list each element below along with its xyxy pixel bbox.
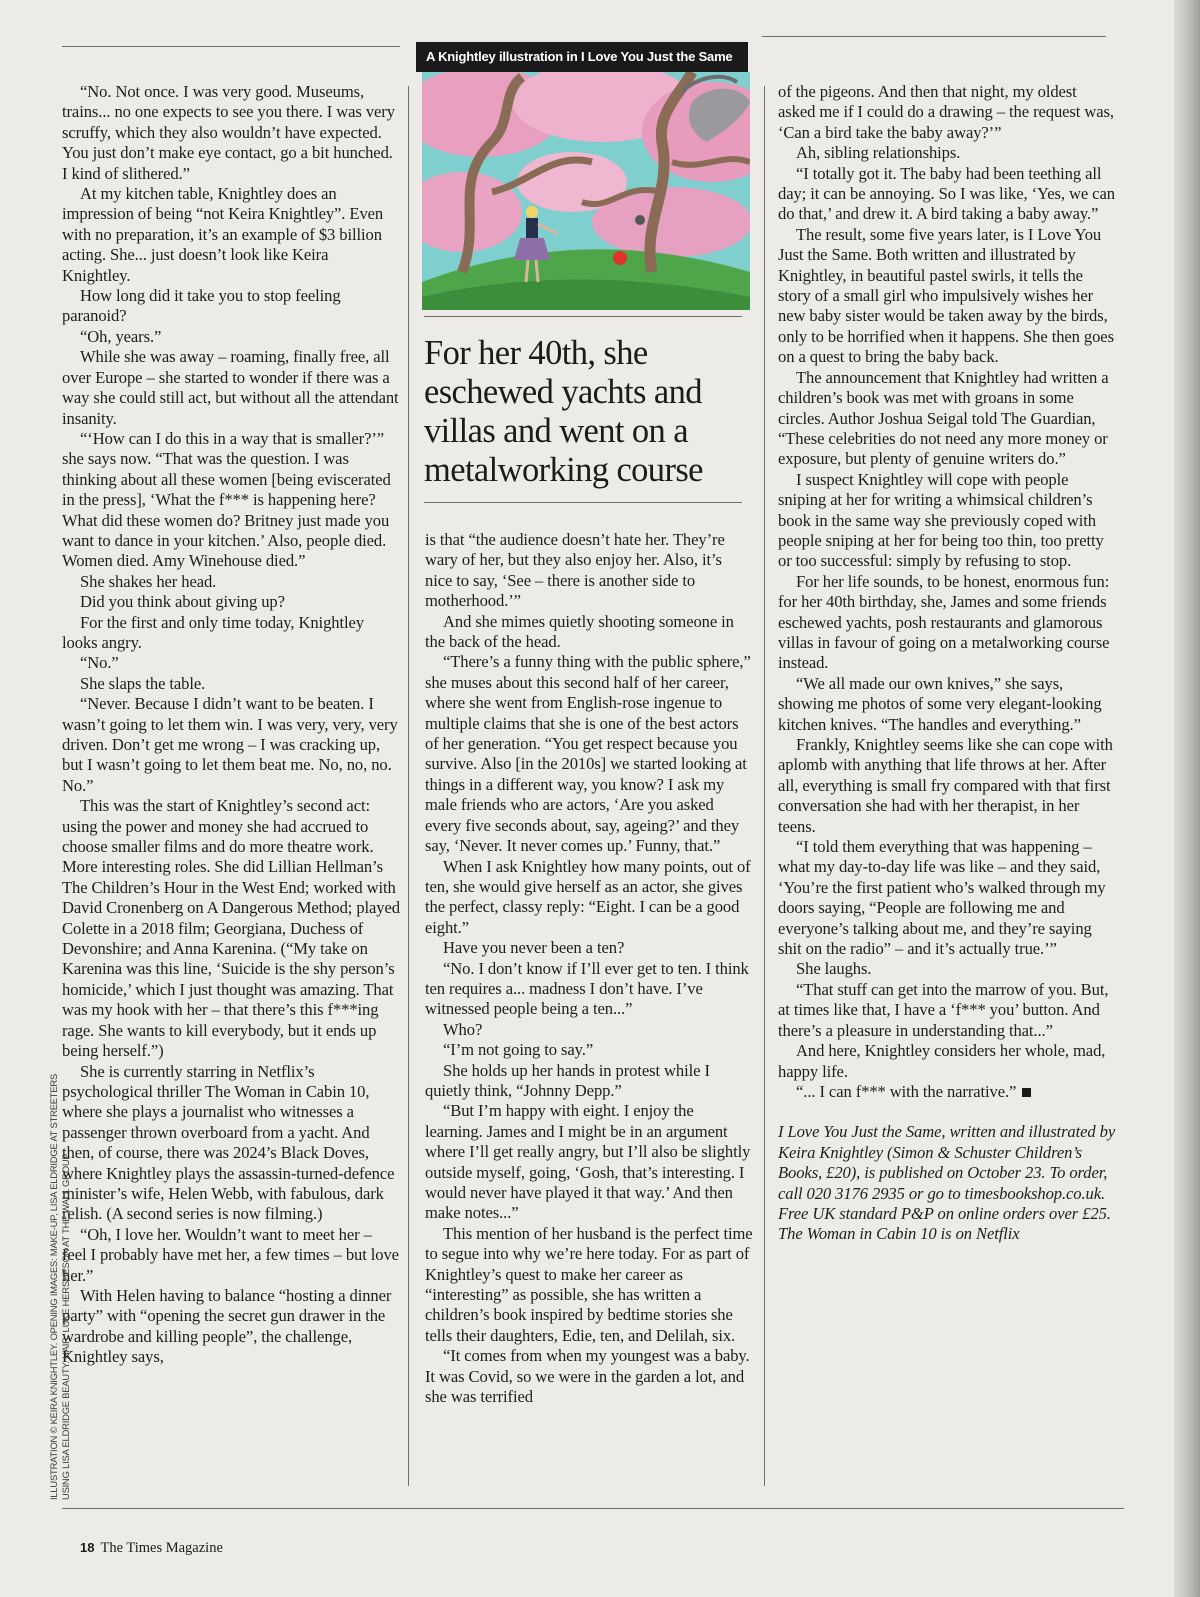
article-column-3 — [778, 82, 1116, 1245]
paragraph: With Helen having to balance “hosting a dinner party” with “opening the secret gun drawer in the wardrobe and killing people”, the challenge, Knightley says, — [62, 1285, 392, 1367]
paragraph: Have you never been a ten? — [443, 938, 625, 958]
paragraph: Who? — [443, 1019, 483, 1039]
paragraph: When I ask Knightley how many points, out of ten, she would give herself as an actor, she gives the perfect, classy reply: “Eight. I can be a good eight.” — [425, 856, 751, 937]
column-divider-left — [408, 86, 409, 1486]
top-rule-left — [62, 46, 400, 47]
paragraph: “I totally got it. The baby had been teething all day; it can be annoying. So I was like, ‘Yes, we can do that,’ and drew it. A bird taking a baby away.” — [778, 163, 1115, 224]
illustration-caption: A Knightley illustration in I Love You Just the Same — [416, 42, 748, 72]
paragraph: She slaps the table. — [80, 673, 206, 693]
paragraph: of the pigeons. And then that night, my oldest asked me if I could do a drawing – the request was, ‘Can a bird take the baby away?’” — [778, 82, 1114, 142]
paragraph: This was the start of Knightley’s second act: using the power and money she had accrued to choose smaller films and do more theatre work. More interesting roles. She did Lillian Hellman’s The Children’s Hour in the West End; worked with David Cronenberg on A Dangerous Method; played Colette in a 2018 film; Georgiana, Duchess of Devonshire; and Anna Karenina. (“My take on Karenina was this line, ‘Suicide is the shy person’s homicide,’ which I just thought was amazing. That was my hook with her – that there’s this f***ing rage. She wants to kill everybody, but it ends up being herself.”) — [62, 796, 400, 1061]
paragraph: This mention of her husband is the perfect time to segue into why we’re here today. For as part of Knightley’s quest to make her career as “interesting” as possible, she has written a children’s book inspired by bedtime stories she tells their daughters, Edie, ten, and Delilah, six. — [425, 1223, 753, 1345]
final-quote: “... I can f*** with the narrative.” — [796, 1081, 1017, 1101]
article-column-2 — [425, 530, 753, 1407]
paragraph: Ah, sibling relationships. — [796, 143, 961, 163]
photo-credit: ILLUSTRATION © KEIRA KNIGHTLEY. OPENING IMAGES: MAKE-UP, LISA ELDRIDGE AT STREETERS USING LISA ELDRIDGE BEAUTY. HAIR: LUKE HERSHESON AT THE WALL GROUP — [48, 1073, 71, 1500]
headline-rule-top — [424, 316, 742, 317]
paragraph: The announcement that Knightley had written a children’s book was met with groans in some circles. Author Joshua Seigal told The Guardian, “These celebrities do not need any more money or exposure, but plenty of genuine writers do.” — [778, 367, 1109, 469]
paragraph: At my kitchen table, Knightley does an impression of being “not Keira Knightley”. Even with no preparation, it’s an example of $3 billion acting. She... just doesn’t look like Keira Knightley. — [62, 184, 384, 285]
column-divider-right — [764, 86, 765, 1486]
top-rule-right — [762, 36, 1106, 37]
paragraph: She holds up her hands in protest while I quietly think, “Johnny Depp.” — [425, 1060, 710, 1100]
publication-name: The Times Magazine — [100, 1540, 223, 1556]
paragraph: “We all made our own knives,” she says, showing me photos of some very elegant-looking kitchen knives. “The handles and everything.” — [778, 673, 1102, 734]
paragraph: And here, Knightley considers her whole, mad, happy life. — [778, 1041, 1106, 1081]
paragraph: For the first and only time today, Knightley looks angry. — [62, 612, 364, 652]
page-number: 18 — [80, 1540, 95, 1555]
paragraph: How long did it take you to stop feeling paranoid? — [62, 286, 341, 326]
paragraph: For her life sounds, to be honest, enormous fun: for her 40th birthday, she, James and some friends eschewed yachts, posh restaurants and glamorous villas in favour of going on a metalworking course instead. — [778, 571, 1110, 673]
paragraph: “‘How can I do this in a way that is smaller?’” she says now. “That was the question. I was thinking about all these women [being eviscerated in the press], ‘What the f*** is happening here? What did these women do? Britney just made you want to dance in your kitchen.’ Also, people died. Women died. Amy Winehouse died.” — [62, 428, 391, 571]
page-gutter-shadow — [1174, 0, 1200, 1597]
headline-rule-bottom — [424, 502, 742, 503]
paragraph: “No. Not once. I was very good. Museums, trains... no one expects to see you there. I was very scruffy, which they also wouldn’t have expected. You just don’t make eye contact, go a bit hunched. I kind of slithered.” — [62, 82, 395, 183]
bottom-rule — [62, 1508, 1124, 1509]
book-info-box — [778, 1122, 1116, 1244]
paragraph: “But I’m happy with eight. I enjoy the learning. James and I might be in an argument where I’ll get really angry, but I’ll also be slightly outside myself, going, ‘Gosh, that’s interesting. I would never have played it that way.’ And then make notes...” — [425, 1101, 751, 1223]
paragraph: “I told them everything that was happening – what my day-to-day life was like – and they said, ‘You’re the first patient who’s walked through my doors saying, “People are following me and everyone’s talking about me, and they’re saying shit on the radio” – and it’s actually true.’” — [778, 837, 1106, 959]
paragraph: “There’s a funny thing with the public sphere,” she muses about this second half of her career, where she went from English-rose ingenue to multiple claims that she is one of the best actors of her generation. “You get respect because you survive. Also [in the 2010s] we started looking at things in a different way, you know? I ask my male friends who are actors, ‘Are you asked every five seconds about, say, ageing?’ and they say, ‘Never. It never comes up.’ Funny, that.” — [425, 652, 751, 856]
paragraph: While she was away – roaming, finally free, all over Europe – she started to wonder if there was a way she could still act, but without all the attendant insanity. — [62, 347, 399, 428]
paragraph: Did you think about giving up? — [80, 592, 285, 612]
paragraph: “That stuff can get into the marrow of you. But, at times like that, I have a ‘f*** you’ button. And there’s a pleasure in understanding that...” — [778, 979, 1109, 1040]
paragraph: “Oh, years.” — [80, 326, 162, 346]
paragraph: “It comes from when my youngest was a baby. It was Covid, so we were in the garden a lot, and she was terrified — [425, 1346, 750, 1407]
paragraph-final — [778, 1082, 1116, 1102]
book-info: I Love You Just the Same, written and illustrated by Keira Knightley (Simon & Schuster Children’s Books, £20), is published on October 23. To order, call 020 3176 2935 or go to timesbookshop.co.uk. Free UK standard P&P on online orders over £25. The Woman in Cabin 10 is on Netflix — [778, 1122, 1116, 1244]
paragraph: is that “the audience doesn’t hate her. They’re wary of her, but they also enjoy her. Also, it’s nice to say, ‘See – there is another side to motherhood.’” — [425, 530, 725, 611]
paragraph: “No. I don’t know if I’ll ever get to ten. I think ten requires a... madness I don’t have. I’ve witnessed people being a ten...” — [425, 958, 749, 1019]
pull-quote-headline: For her 40th, she eschewed yachts and villas and went on a metalworking course — [424, 334, 703, 489]
paragraph: I suspect Knightley will cope with people sniping at her for writing a whimsical children’s book in the same way she previously coped with people sniping at her for being too thin, too pretty or too successful: simply by refusing to stop. — [778, 469, 1104, 571]
paragraph: “Never. Because I didn’t want to be beaten. I wasn’t going to let them win. I was very, very, very driven. Don’t get me wrong – I was cracking up, but I wasn’t going to let them beat me. No, no, no. No.” — [62, 694, 398, 795]
paragraph: And she mimes quietly shooting someone in the back of the head. — [425, 611, 734, 652]
end-mark-icon — [1022, 1088, 1031, 1097]
illustration-artwork — [422, 72, 750, 310]
paragraph: “No.” — [80, 653, 119, 673]
paragraph: The result, some five years later, is I Love You Just the Same. Both written and illustrated by Knightley, in beautiful pastel swirls, it tells the story of a small girl who impulsively wishes her new baby sister would be taken away by the birds, only to be horrified when it happens. She then goes on a quest to bring the baby back. — [778, 224, 1114, 367]
paragraph: Frankly, Knightley seems like she can cope with aplomb with anything that life throws at her. After all, everything is small fry compared with that first conversation she had with her therapist, in her teens. — [778, 735, 1113, 836]
page-folio — [80, 1540, 223, 1557]
paragraph: “Oh, I love her. Wouldn’t want to meet her – feel I probably have met her, a few times – but love her.” — [62, 1224, 399, 1285]
paragraph: She laughs. — [796, 959, 872, 979]
article-column-1 — [62, 82, 400, 1368]
paragraph: “I’m not going to say.” — [443, 1040, 594, 1060]
paragraph: She is currently starring in Netflix’s psychological thriller The Woman in Cabin 10, where she plays a journalist who witnesses a passenger thrown overboard from a yacht. And then, of course, there was 2024’s Black Doves, where Knightley plays the assassin-turned-defence minister’s wife, Helen Webb, with fabulous, dark relish. (A second series is now filming.) — [62, 1061, 395, 1224]
book-illustration — [422, 72, 750, 310]
paragraph: She shakes her head. — [80, 571, 217, 591]
